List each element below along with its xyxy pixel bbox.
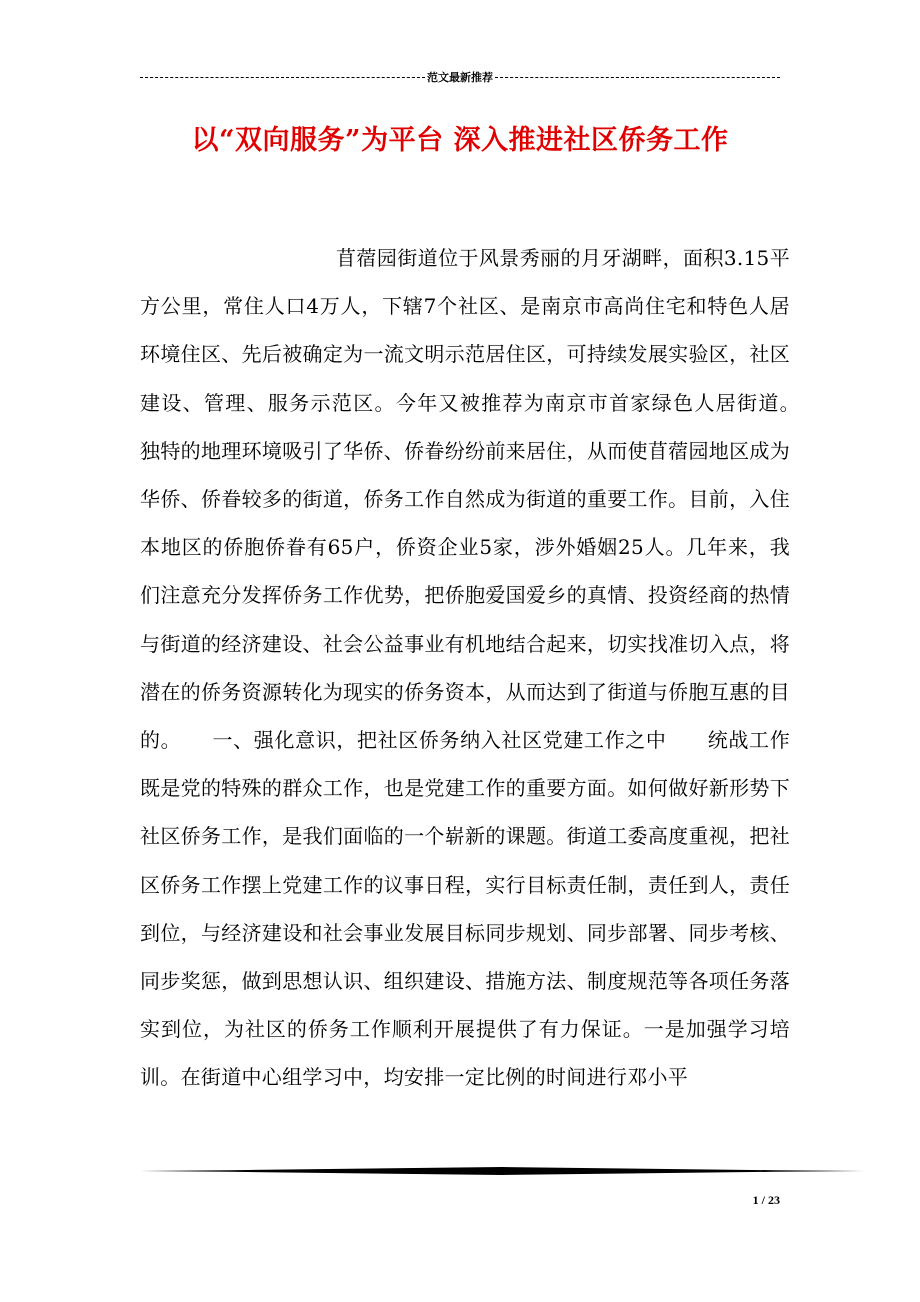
page-header xyxy=(140,67,780,87)
page-number: 1 / 23 xyxy=(752,1193,780,1207)
document-body: 苜蓿园街道位于风景秀丽的月牙湖畔，面积3.15平方公里，常住人口4万人，下辖7个社区、是南京市高尚住宅和特色人居环境住区、先后被确定为一流文明示范居住区，可持续发展实验区，社区建设、管理、服务示范区。今年又被推荐为南京市首家绿色人居街道。 独特的地理环境吸引了华侨、侨眷纷纷前来居住，从而使苜蓿园地区成为华侨、侨眷较多的街道，侨务工作自然成为街道的重要工作。目前，入住本地区的侨胞侨眷有65户，侨资企业5家，涉外婚姻25人。几年来，我们注意充分发挥侨务工作优势，把侨胞爱国爱乡的真情、投资经商的热情与街道的经济建设、社会公益事业有机地结合起来，切实找准切入点，将潜在的侨务资源转化为现实的侨务资本，从而达到了街道与侨胞互惠的目的。 一、强化意识，把社区侨务纳入社区党建工作之中 统战工作既是党的特殊的群众工作，也是党建工作的重要方面。如何做好新形势下社区侨务工作，是我们面临的一个崭新的课题。街道工委高度重视，把社区侨务工作摆上党建工作的议事日程，实行目标责任制，责任到人，责任到位，与经济建设和社会事业发展目标同步规划、同步部署、同步考核、同步奖惩，做到思想认识、组织建设、措施方法、制度规范等各项任务落实到位，为社区的侨务工作顺利开展提供了有力保证。一是加强学习培训。在街道中心组学习中，均安排一定比例的时间进行邓小平 xyxy=(140,246,831,1090)
header-dash-left xyxy=(140,77,425,78)
document-title: 以“双向服务”为平台 深入推进社区侨务工作 xyxy=(191,125,729,156)
header-dash-right xyxy=(495,77,780,78)
footer-rule xyxy=(140,1164,864,1178)
header-label: 范文最新推荐 xyxy=(427,72,493,84)
